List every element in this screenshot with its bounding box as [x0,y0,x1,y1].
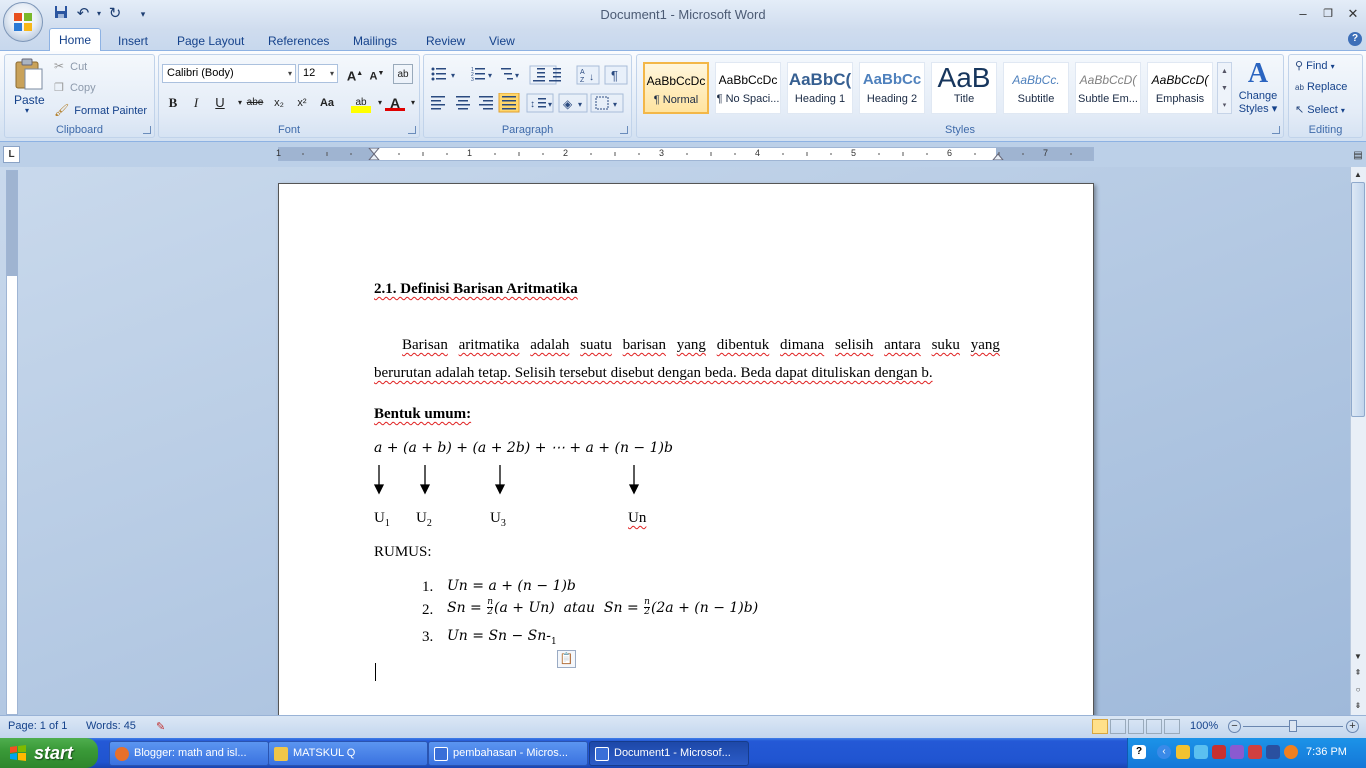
sort-button[interactable] [577,66,599,84]
device-tray-icon[interactable] [1266,745,1280,759]
word-icon [434,747,448,761]
formula-number: 2. [422,602,434,618]
style-name: Heading 1 [794,93,846,105]
select-button[interactable] [1295,103,1345,116]
svg-text:¶: ¶ [611,68,618,83]
undo-dropdown-icon[interactable]: ▾ [96,9,101,18]
paintbrush-icon: 🖌 [54,103,70,117]
redo-icon[interactable]: ↻ [108,5,122,22]
font-size-dropdown[interactable] [298,64,338,83]
replace-button[interactable] [1295,81,1347,93]
highlight-button[interactable]: ab [351,93,371,113]
svg-text:▾: ▾ [548,100,553,109]
format-painter-label: Format Painter [74,105,148,117]
svg-text:↕: ↕ [530,99,535,110]
un-label: Un [628,510,647,526]
style-name: Emphasis [1155,93,1205,105]
styles-group-label: Styles [945,124,975,136]
arrows-diagram [374,463,644,495]
superscript-button[interactable]: x² [297,97,307,109]
chevron-down-icon: ▾ [1330,62,1335,71]
ruler-label: 1 [467,148,473,158]
styles-launcher-icon[interactable] [1272,126,1280,134]
utility-tray-icon[interactable] [1248,745,1262,759]
taskbar-item-label: pembahasan - Micros... [453,747,568,759]
outline-icon[interactable] [1146,719,1162,734]
restore-button[interactable]: ❐ [1323,8,1333,20]
svg-text:Z: Z [580,77,585,84]
scroll-up-icon[interactable]: ▲ [1354,170,1362,179]
window-title: Document1 - Microsoft Word [600,7,766,22]
select-label: Select [1307,104,1338,116]
clear-formatting-button[interactable] [393,64,413,84]
align-left-button[interactable] [429,93,449,112]
highlight-dropdown-icon[interactable]: ▾ [377,98,382,107]
proofing-icon[interactable]: ✎ [156,721,166,733]
word-count[interactable]: Words: 45 [86,720,136,732]
formula-number: 3. [422,629,434,645]
scroll-thumb[interactable] [1351,182,1365,417]
ruler-label: 4 [755,148,761,158]
shrink-font-icon: A [369,70,378,83]
previous-page-icon[interactable]: ⇞ [1354,668,1362,677]
style-sample: AaBbCc. [1012,73,1060,87]
cut-label: Cut [70,61,88,73]
close-button[interactable]: ✕ [1347,6,1359,21]
scissors-icon: ✂ [54,59,65,73]
tab-insert[interactable]: Insert [118,34,149,48]
svg-text:▾: ▾ [578,100,583,109]
scroll-down-icon[interactable]: ▼ [1354,652,1362,661]
page-count[interactable]: Page: 1 of 1 [8,720,68,732]
clipboard-group-label: Clipboard [55,124,104,136]
change-styles-label: Styles ▾ [1238,103,1278,115]
format-painter-button[interactable] [54,103,147,119]
bentuk-umum-heading: Bentuk umum: [374,406,472,422]
tab-references[interactable]: References [268,34,330,48]
office-button[interactable] [3,2,43,42]
clock[interactable]: 7:36 PM [1306,746,1347,758]
paste-dropdown-icon[interactable]: ▾ [25,106,30,115]
style-no-spacing[interactable] [715,62,781,114]
font-color-dropdown-icon[interactable]: ▾ [410,98,415,107]
paragraph-line: berurutan adalah tetap. Selisih tersebut disebut dengan beda. Beda dapat dituliskan dengan b. [374,365,933,381]
svg-text:▾: ▾ [613,100,618,109]
firefox-icon [115,747,129,761]
style-name: ¶ No Spaci... [716,93,780,105]
full-screen-reading-icon[interactable] [1110,719,1126,734]
help-icon[interactable]: ? [1348,32,1362,46]
svg-text:▾: ▾ [515,71,520,80]
u1-label: $U_1$ [374,510,390,529]
tab-review[interactable]: Review [426,34,466,48]
replace-label: Replace [1306,81,1348,93]
style-sample: AaBbCcD( [1079,73,1137,87]
editing-group-label: Editing [1308,124,1343,136]
paste-icon [14,58,44,90]
cut-button[interactable] [54,59,87,75]
u2-label: $U_2$ [416,510,432,529]
style-title[interactable] [931,62,997,114]
style-sample: AaBbCcDc [718,73,778,87]
minimize-button[interactable]: – [1299,6,1307,21]
paste-label: Paste [14,93,45,107]
network-icon[interactable] [1194,745,1208,759]
chevron-down-icon: ▾ [287,69,292,78]
windows-flag-icon [9,745,27,761]
zoom-in-icon[interactable]: + [1346,720,1359,733]
formula-3: $Un = Sn - Sn-_1$ [447,628,557,647]
copy-icon: ❐ [54,82,64,94]
tab-view[interactable]: View [489,34,515,48]
zoom-slider-thumb[interactable] [1289,720,1297,732]
next-page-icon[interactable]: ⇟ [1354,701,1362,710]
decrease-indent-button[interactable] [530,66,552,84]
strikethrough-button[interactable]: abe [246,97,264,108]
show-hide-button[interactable] [605,66,627,84]
folder-icon [274,747,288,761]
style-subtitle[interactable] [1003,62,1069,114]
grow-font-icon: A [346,68,357,84]
justify-button[interactable] [499,93,519,112]
replace-icon: ab [1295,83,1304,92]
styles-gallery-scroll[interactable]: ▲ ▼ ▾ [1217,62,1232,114]
tab-mailings[interactable]: Mailings [353,34,398,48]
help-tray-icon[interactable]: ? [1132,745,1146,759]
tab-home[interactable]: Home [49,28,101,51]
chevron-down-icon: ▾ [329,69,334,78]
numbering-button[interactable] [465,66,497,84]
start-button[interactable]: start [0,738,98,768]
taskbar-item-label: Document1 - Microsof... [614,747,731,759]
chevron-down-icon: ▾ [1340,106,1345,115]
style-emphasis[interactable] [1147,62,1213,114]
tab-page-layout[interactable]: Page Layout [177,34,245,48]
tab-selector[interactable]: L [3,146,20,163]
svg-text:A: A [580,69,585,76]
taskbar-item-word-pembahasan[interactable] [428,741,588,766]
change-styles-label: Change [1238,90,1278,102]
taskbar-item-firefox[interactable] [109,741,269,766]
find-button[interactable] [1295,59,1335,72]
underline-dropdown-icon[interactable]: ▾ [237,98,242,107]
svg-text:3: 3 [471,77,474,83]
copy-label: Copy [69,82,96,94]
style-name: ¶ Normal [653,94,699,106]
font-size-value: 12 [303,67,316,79]
antivirus-icon[interactable] [1212,745,1226,759]
paste-options-icon[interactable]: 📋 [557,650,576,668]
shrink-font-button[interactable]: A▼ [369,70,385,83]
grow-font-button[interactable]: A▲ [346,68,364,84]
draft-icon[interactable] [1164,719,1180,734]
office-logo-icon [13,12,33,32]
series-equation: a + (a + b) + (a + 2b) + ⋯ + a + (n − 1)b [374,440,673,456]
formula-1: Un = a + (n − 1)b [447,578,576,594]
taskbar-item-label: MATSKUL Q [293,747,356,759]
underline-button[interactable]: U [215,95,225,110]
cursor-arrow-icon: ↖ [1295,104,1305,116]
svg-text:◈: ◈ [563,97,573,111]
taskbar-item-label: Blogger: math and isl... [134,747,247,759]
italic-button[interactable]: I [193,95,199,110]
binoculars-icon: ⚲ [1295,60,1304,72]
vertical-ruler[interactable] [6,170,18,715]
svg-text:▾: ▾ [488,71,493,80]
undo-icon[interactable]: ↶ [76,5,90,22]
ruler-label: 3 [659,148,665,158]
ruler-label: 2 [563,148,569,158]
ruler-label: 5 [851,148,857,158]
style-name: Title [953,93,975,105]
clear-formatting-icon: ab [397,69,409,80]
bullets-button[interactable] [429,66,463,84]
ruler-label: 1 [276,148,282,158]
collapse-tray-icon[interactable]: ‹ [1157,745,1171,759]
select-browse-object-icon[interactable]: ○ [1355,685,1361,694]
print-layout-icon[interactable] [1092,719,1108,734]
font-name-value: Calibri (Body) [167,67,234,79]
ruler-label: 6 [947,148,953,158]
clipboard-launcher-icon[interactable] [143,126,151,134]
style-sample: AaBbCcDc [646,74,706,88]
taskbar-item-folder[interactable] [268,741,428,766]
taskbar-item-word-document1[interactable] [589,741,749,766]
ruler-label: 7 [1043,148,1049,158]
customize-quick-access-icon[interactable]: ▾ [140,9,146,19]
line-spacing-button[interactable] [527,93,553,112]
text-cursor [375,663,376,681]
svg-text:▾: ▾ [451,71,456,80]
paragraph-group-label: Paragraph [501,124,554,136]
style-sample: AaBbCc [862,71,922,88]
font-group-label: Font [277,124,300,136]
style-name: Subtle Em... [1078,93,1138,105]
style-normal[interactable] [643,62,709,114]
font-color-button[interactable]: A [385,93,405,111]
document-page[interactable] [278,183,1094,718]
align-right-button[interactable] [476,93,496,112]
borders-button[interactable] [591,93,623,112]
zoom-level[interactable]: 100% [1190,720,1219,732]
style-sample: AaB [937,63,991,93]
change-styles-button[interactable] [1236,58,1280,120]
style-name: Subtitle [1017,93,1055,105]
multilevel-list-button[interactable] [498,66,526,84]
paste-button[interactable] [10,58,48,120]
bold-button[interactable]: B [168,95,178,110]
shading-button[interactable] [559,93,587,112]
ruler-ticks [279,148,1095,160]
paragraph-launcher-icon[interactable] [620,126,628,134]
formula-number: 1. [422,579,434,595]
horizontal-ruler[interactable] [278,147,1094,161]
copy-button[interactable] [54,81,96,97]
zoom-out-icon[interactable]: − [1228,720,1241,733]
paragraph-line: Barisan aritmatika adalah suatu barisan yang dibentuk dimana selisih antara suku yang [402,337,1000,353]
svg-text:1: 1 [471,67,474,73]
style-heading-2[interactable] [859,62,925,114]
style-sample: AaBbCcD( [1151,73,1209,87]
style-heading-1[interactable] [787,62,853,114]
font-name-dropdown[interactable] [162,64,296,83]
view-buttons [1092,719,1184,735]
network-connections-icon[interactable] [1230,745,1244,759]
increase-indent-button[interactable] [553,66,575,84]
security-shield-icon[interactable] [1176,745,1190,759]
app-tray-icon[interactable] [1284,745,1298,759]
style-name: Heading 2 [866,93,918,105]
view-ruler-icon[interactable]: ▤ [1353,150,1363,161]
word-icon [595,747,609,761]
vertical-ruler-margin [7,171,17,276]
svg-text:↓: ↓ [589,72,594,83]
change-styles-icon: A [1247,58,1269,89]
rumus-label: RUMUS: [374,544,432,560]
svg-text:2: 2 [471,72,474,78]
style-sample: AaBbC( [788,70,852,89]
font-launcher-icon[interactable] [408,126,416,134]
change-case-button[interactable]: Aa [319,97,335,109]
section-heading: 2.1. Definisi Barisan Aritmatika [374,281,578,297]
subscript-button[interactable]: x₂ [274,97,284,109]
u3-label: $U_3$ [490,510,506,529]
style-subtle-emphasis[interactable] [1075,62,1141,114]
web-layout-icon[interactable] [1128,719,1144,734]
formula-2: Sn = $\frac{n}{2}$ (a + Un) atau Sn = $\frac{n}{2}$ (2a + (n − 1)b) [447,597,759,617]
align-center-button[interactable] [453,93,473,112]
find-label: Find [1306,60,1328,72]
